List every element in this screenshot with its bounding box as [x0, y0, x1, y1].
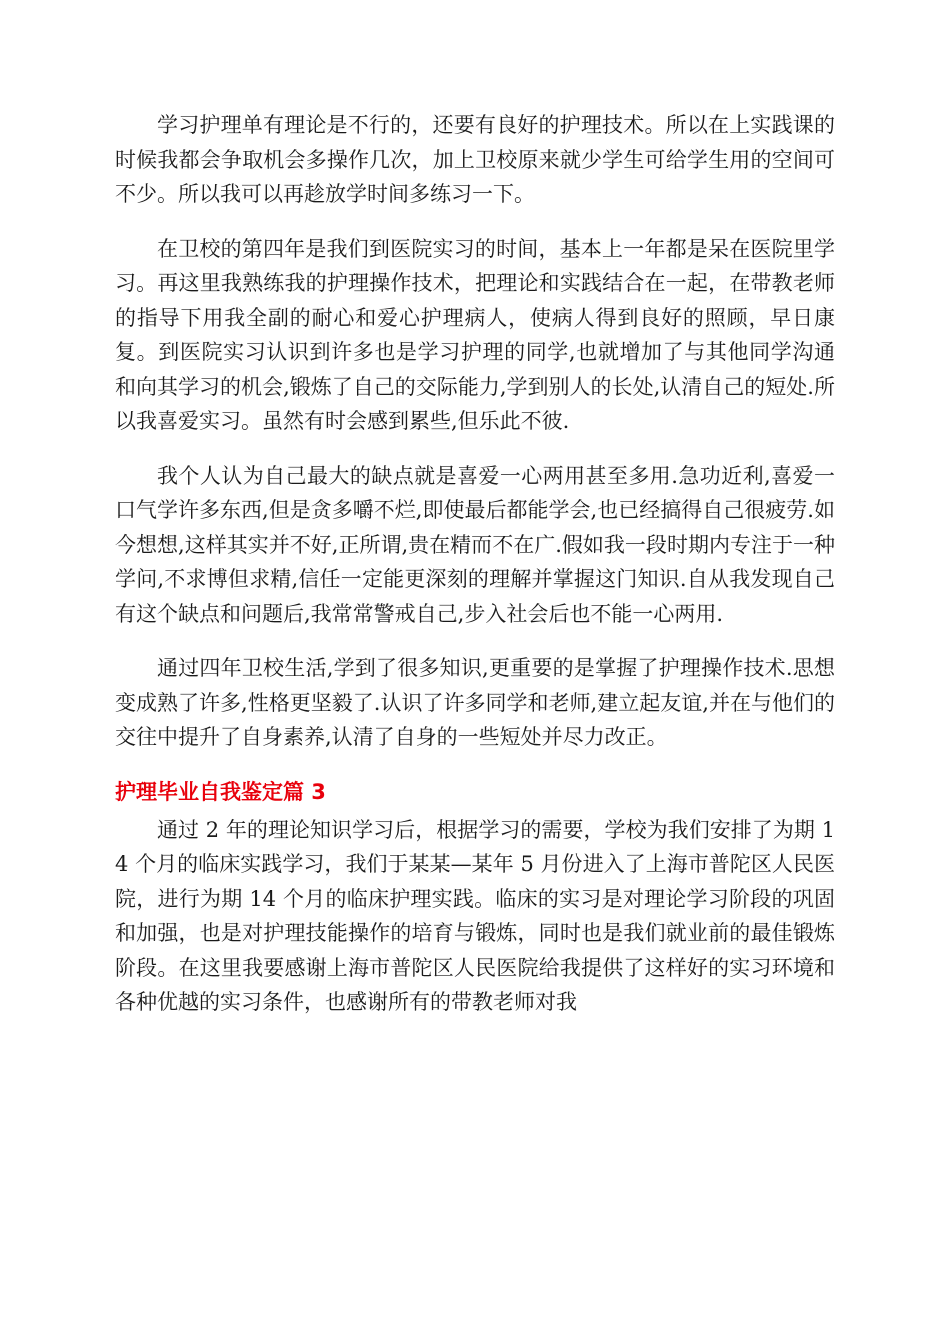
document-body [115, 108, 835, 1040]
paragraph-personal-shortcoming: 我个人认为自己最大的缺点就是喜爱一心两用甚至多用.急功近利,喜爱一口气学许多东西,但是贪多嚼不烂,即使最后都能学会,也已经搞得自己很疲劳.如今想想,这样其实并不好,正所谓,贵在精而不在广.假如我一段时期内专注于一种学问,不求博但求精,信任一定能更深刻的理解并掌握这门知识.自从我发现自己有这个缺点和问题后,我常常警戒自己,步入社会后也不能一心两用. [115, 463, 835, 626]
paragraph-practice-skills: 学习护理单有理论是不行的，还要有良好的护理技术。所以在上实践课的时候我都会争取机会多操作几次，加上卫校原来就少学生可给学生用的空间可不少。所以我可以再趁放学时间多练习一下。 [115, 113, 835, 206]
paragraph-clinical-practice: 通过 2 年的理论知识学习后，根据学习的需要，学校为我们安排了为期 14 个月的临床实践学习，我们于某某—某年 5 月份进入了上海市普陀区人民医院，进行为期 14 个月的临床护理实践。临床的实习是对理论学习阶段的巩固和加强，也是对护理技能操作的培育与锻炼，同时也是我们就业前的最佳锻炼阶段。在这里我要感谢上海市普陀区人民医院给我提供了这样好的实习环境和各种优越的实习条件，也感谢所有的带教老师对我 [115, 817, 835, 1014]
section-heading: 护理毕业自我鉴定篇 3 [115, 779, 326, 804]
paragraph-hospital-internship: 在卫校的第四年是我们到医院实习的时间，基本上一年都是呆在医院里学习。再这里我熟练我的护理操作技术，把理论和实践结合在一起，在带教老师的指导下用我全副的耐心和爱心护理病人，使病人得到良好的照顾，早日康复。到医院实习认识到许多也是学习护理的同学,也就增加了与其他同学沟通和向其学习的机会,锻炼了自己的交际能力,学到别人的长处,认清自己的短处.所以我喜爱实习。虽然有时会感到累些,但乐此不彼. [115, 236, 835, 433]
paragraph-four-year-summary: 通过四年卫校生活,学到了很多知识,更重要的是掌握了护理操作技术.思想变成熟了许多,性格更坚毅了.认识了许多同学和老师,建立起友谊,并在与他们的交往中提升了自身素养,认清了自身的一些短处并尽力改正。 [115, 656, 835, 749]
